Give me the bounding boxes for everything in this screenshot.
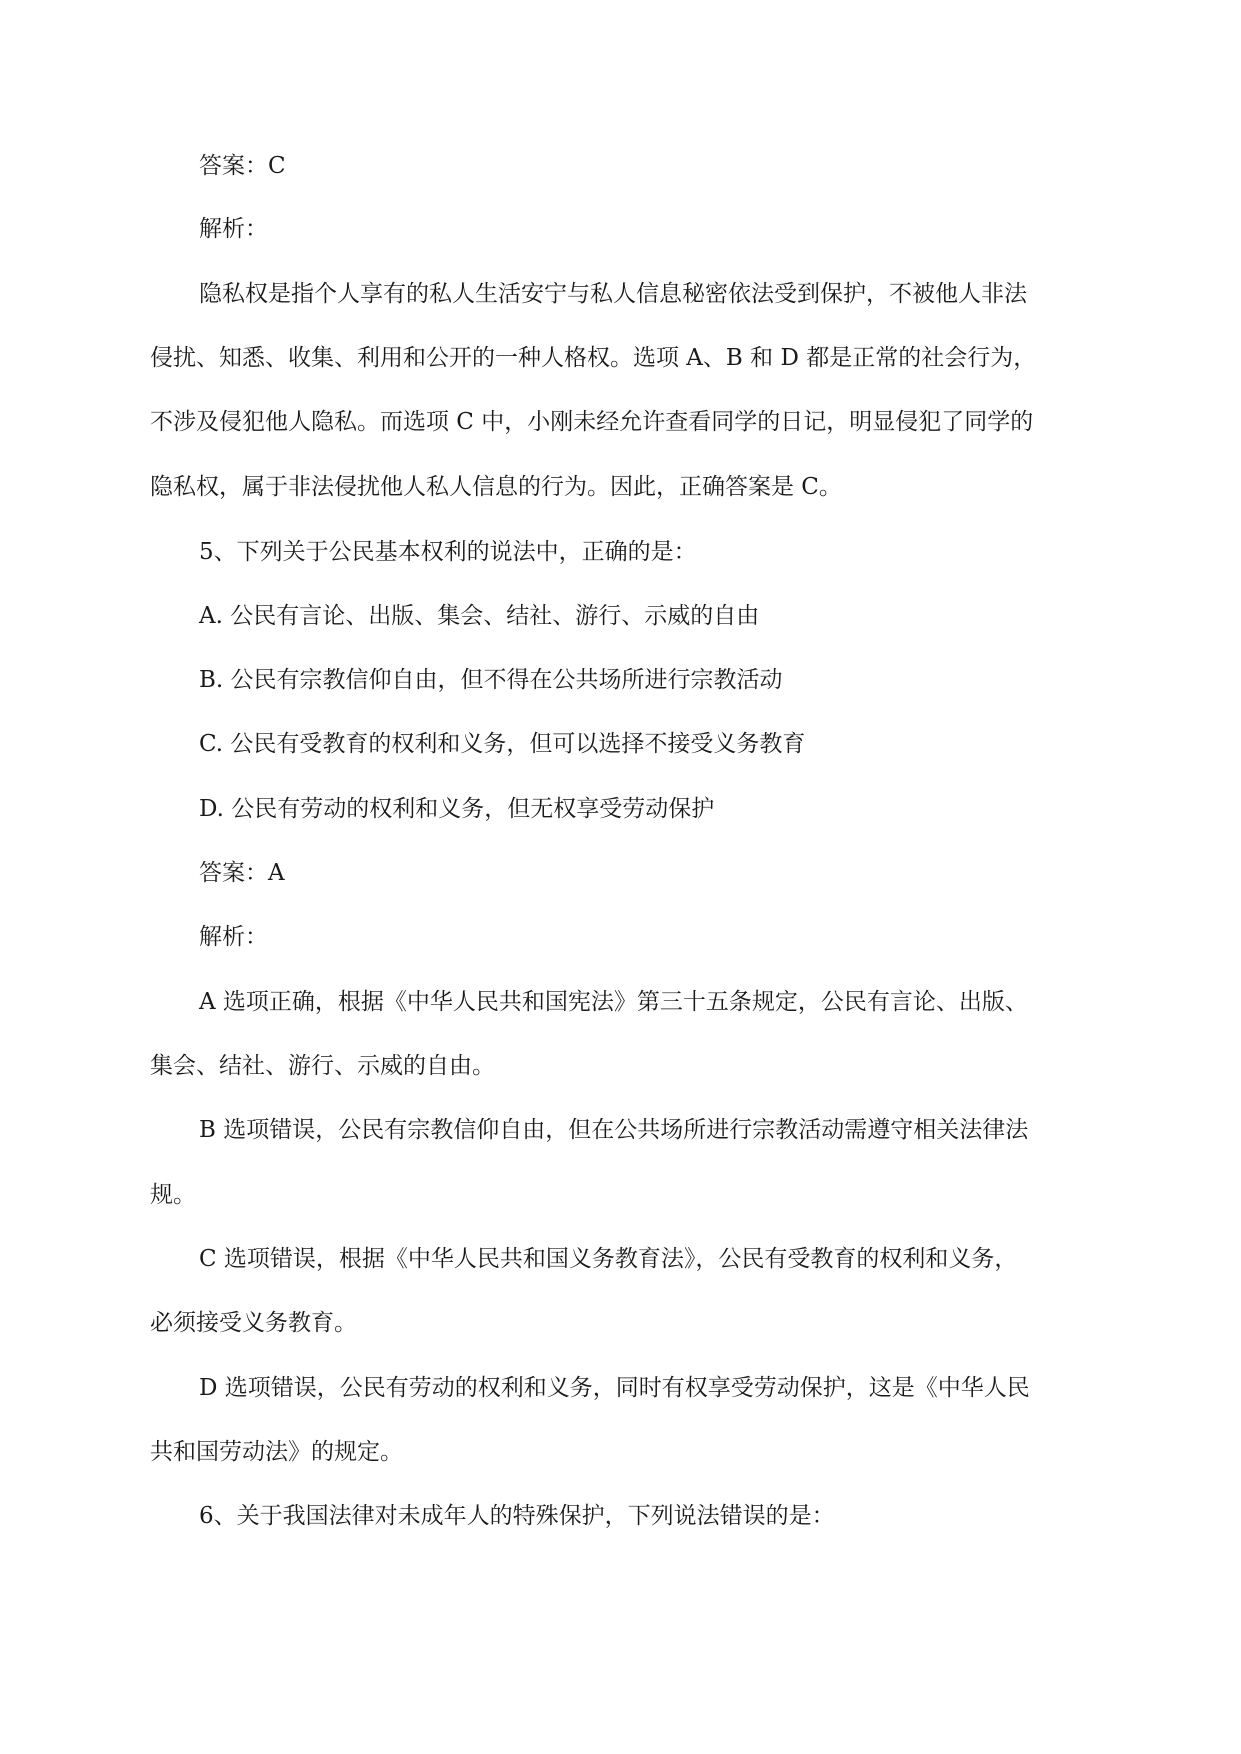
- answer-line: 答案：C: [199, 153, 286, 179]
- analysis-paragraph-line: 共和国劳动法》的规定。: [150, 1439, 403, 1465]
- analysis-paragraph-line: C 选项错误，根据《中华人民共和国义务教育法》，公民有受教育的权利和义务，: [199, 1246, 1018, 1272]
- analysis-paragraph-line: 不涉及侵犯他人隐私。而选项 C 中，小刚未经允许查看同学的日记，明显侵犯了同学的: [150, 409, 1034, 435]
- analysis-paragraph-line: 隐私权是指个人享有的私人生活安宁与私人信息秘密依法受到保护，不被他人非法: [199, 281, 1027, 307]
- answer-line: 答案：A: [199, 860, 285, 886]
- analysis-paragraph-line: 侵扰、知悉、收集、利用和公开的一种人格权。选项 A、B 和 D 都是正常的社会行为，: [150, 345, 1037, 371]
- analysis-paragraph-line: D 选项错误，公民有劳动的权利和义务，同时有权享受劳动保护，这是《中华人民: [199, 1375, 1030, 1401]
- analysis-paragraph-line: 规。: [150, 1182, 196, 1208]
- option-b: B. 公民有宗教信仰自由，但不得在公共场所进行宗教活动: [199, 667, 783, 693]
- analysis-paragraph-line: 集会、结社、游行、示威的自由。: [150, 1053, 495, 1079]
- question-stem: 5、下列关于公民基本权利的说法中，正确的是：: [199, 539, 697, 565]
- analysis-heading: 解析：: [199, 216, 268, 242]
- option-c: C. 公民有受教育的权利和义务，但可以选择不接受义务教育: [199, 731, 806, 757]
- option-a: A. 公民有言论、出版、集会、结社、游行、示威的自由: [199, 603, 760, 629]
- analysis-paragraph-line: B 选项错误，公民有宗教信仰自由，但在公共场所进行宗教活动需遵守相关法律法: [199, 1117, 1029, 1143]
- analysis-paragraph-line: A 选项正确，根据《中华人民共和国宪法》第三十五条规定，公民有言论、出版、: [199, 989, 1028, 1015]
- question-stem: 6、关于我国法律对未成年人的特殊保护，下列说法错误的是：: [199, 1503, 835, 1529]
- analysis-heading: 解析：: [199, 924, 268, 950]
- option-d: D. 公民有劳动的权利和义务，但无权享受劳动保护: [199, 796, 715, 822]
- analysis-paragraph-line: 必须接受义务教育。: [150, 1310, 357, 1336]
- analysis-paragraph-line: 隐私权，属于非法侵扰他人私人信息的行为。因此，正确答案是 C。: [150, 474, 842, 500]
